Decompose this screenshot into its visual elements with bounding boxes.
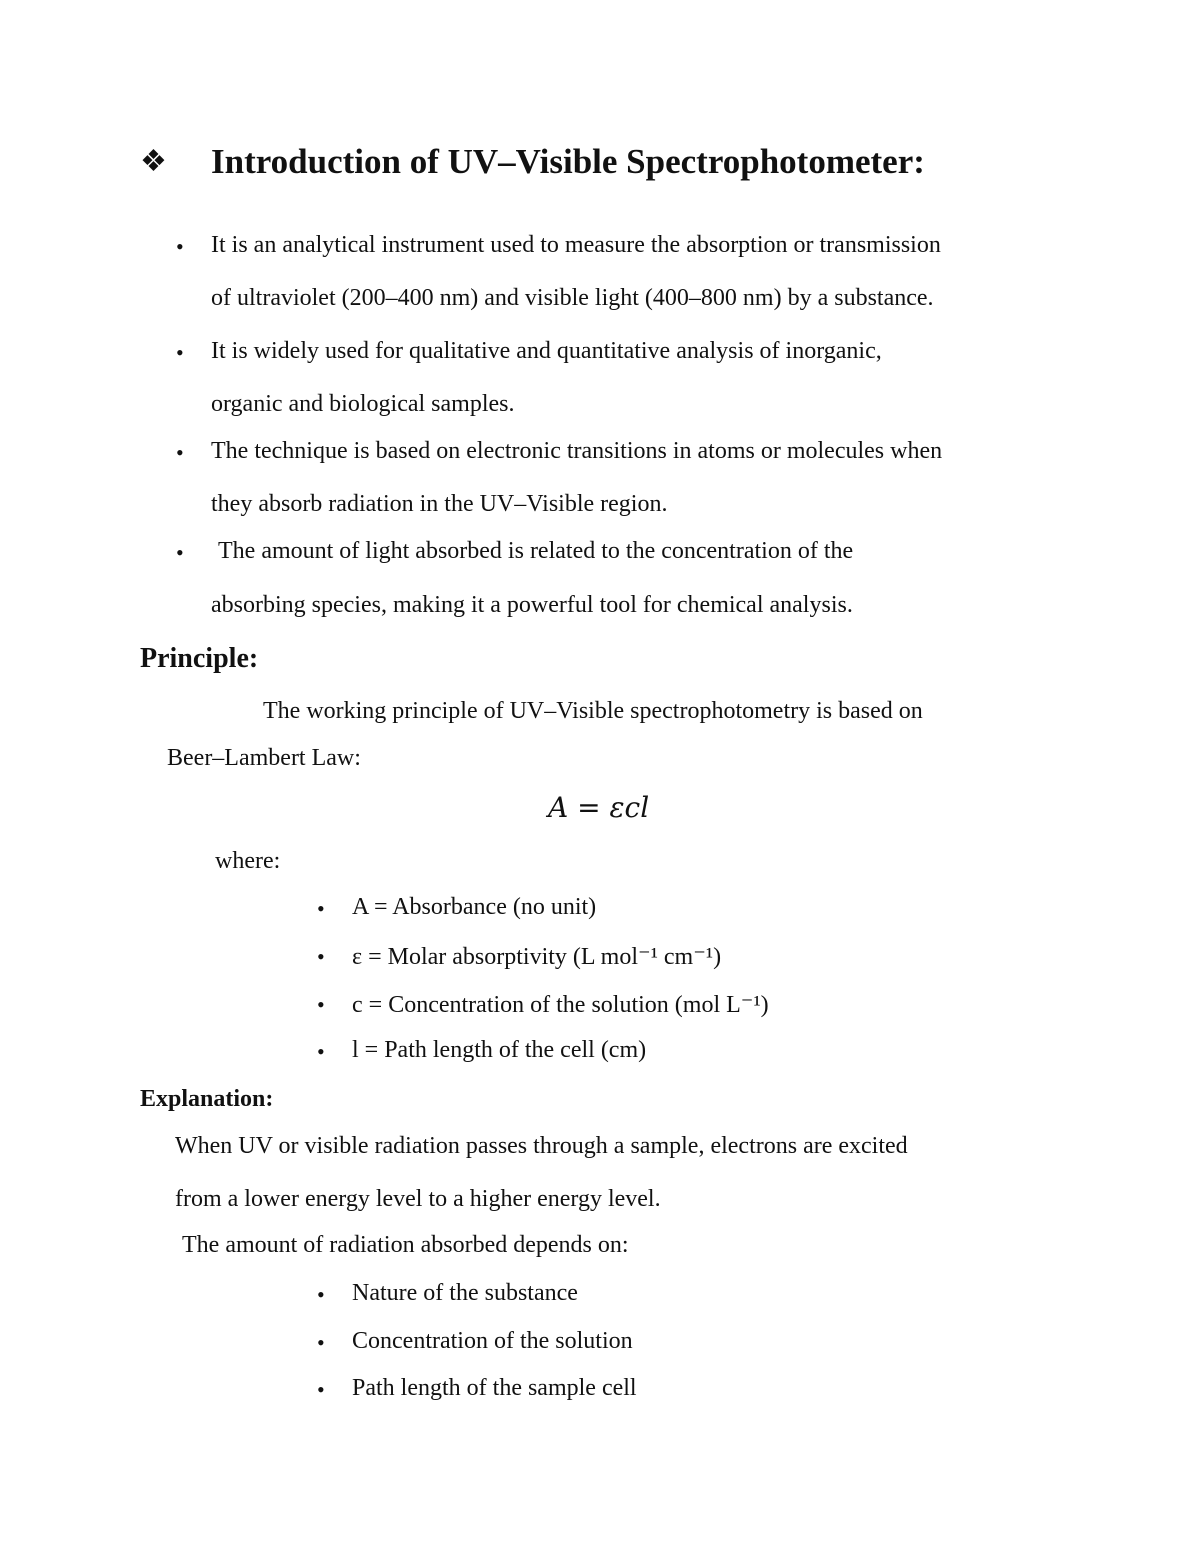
principle-line-1: The working principle of UV–Visible spectrophotometry is based on xyxy=(263,698,923,724)
bullet-icon: • xyxy=(317,1039,325,1064)
beer-lambert-formula: A = εcl xyxy=(548,791,650,824)
bullet-icon: • xyxy=(176,234,184,259)
factor-concentration: Concentration of the solution xyxy=(352,1328,633,1354)
factor-nature: Nature of the substance xyxy=(352,1280,578,1306)
bullet-icon: • xyxy=(317,944,325,969)
term-path-length: l = Path length of the cell (cm) xyxy=(352,1037,647,1063)
intro-bullet-3-line-2: they absorb radiation in the UV–Visible region. xyxy=(211,491,668,517)
explanation-line-3: The amount of radiation absorbed depends on: xyxy=(182,1232,629,1258)
bullet-icon: • xyxy=(317,896,325,921)
intro-bullet-2-line-2: organic and biological samples. xyxy=(211,391,515,417)
intro-bullet-4-line-1: The amount of light absorbed is related to the concentration of the xyxy=(218,538,854,564)
explanation-line-2: from a lower energy level to a higher energy level. xyxy=(175,1186,661,1212)
term-absorbance: A = Absorbance (no unit) xyxy=(352,894,597,920)
intro-bullet-2-line-1: It is widely used for qualitative and quantitative analysis of inorganic, xyxy=(211,338,882,364)
intro-bullet-4-line-2: absorbing species, making it a powerful tool for chemical analysis. xyxy=(211,592,853,618)
term-concentration: c = Concentration of the solution (mol L⁻¹) xyxy=(352,992,769,1018)
intro-bullet-1-line-2: of ultraviolet (200–400 nm) and visible light (400–800 nm) by a substance. xyxy=(211,285,934,311)
bullet-icon: • xyxy=(317,1330,325,1355)
term-molar-absorptivity: ε = Molar absorptivity (L mol⁻¹ cm⁻¹) xyxy=(352,944,722,970)
principle-line-2: Beer–Lambert Law: xyxy=(167,745,361,771)
page-title: Introduction of UV–Visible Spectrophotometer: xyxy=(211,142,925,181)
principle-heading: Principle: xyxy=(140,643,259,674)
explanation-line-1: When UV or visible radiation passes through a sample, electrons are excited xyxy=(175,1133,908,1159)
bullet-icon: • xyxy=(176,540,184,565)
bullet-icon: • xyxy=(176,440,184,465)
intro-bullet-1-line-1: It is an analytical instrument used to measure the absorption or transmission xyxy=(211,232,941,258)
where-label: where: xyxy=(215,848,281,874)
bullet-icon: • xyxy=(317,1282,325,1307)
bullet-icon: • xyxy=(317,1377,325,1402)
bullet-icon: • xyxy=(176,340,184,365)
intro-bullet-3-line-1: The technique is based on electronic transitions in atoms or molecules when xyxy=(211,438,943,464)
diamond-four-icon: ❖ xyxy=(140,145,167,178)
factor-path-length: Path length of the sample cell xyxy=(352,1375,637,1401)
explanation-heading: Explanation: xyxy=(140,1086,274,1112)
bullet-icon: • xyxy=(317,992,325,1017)
